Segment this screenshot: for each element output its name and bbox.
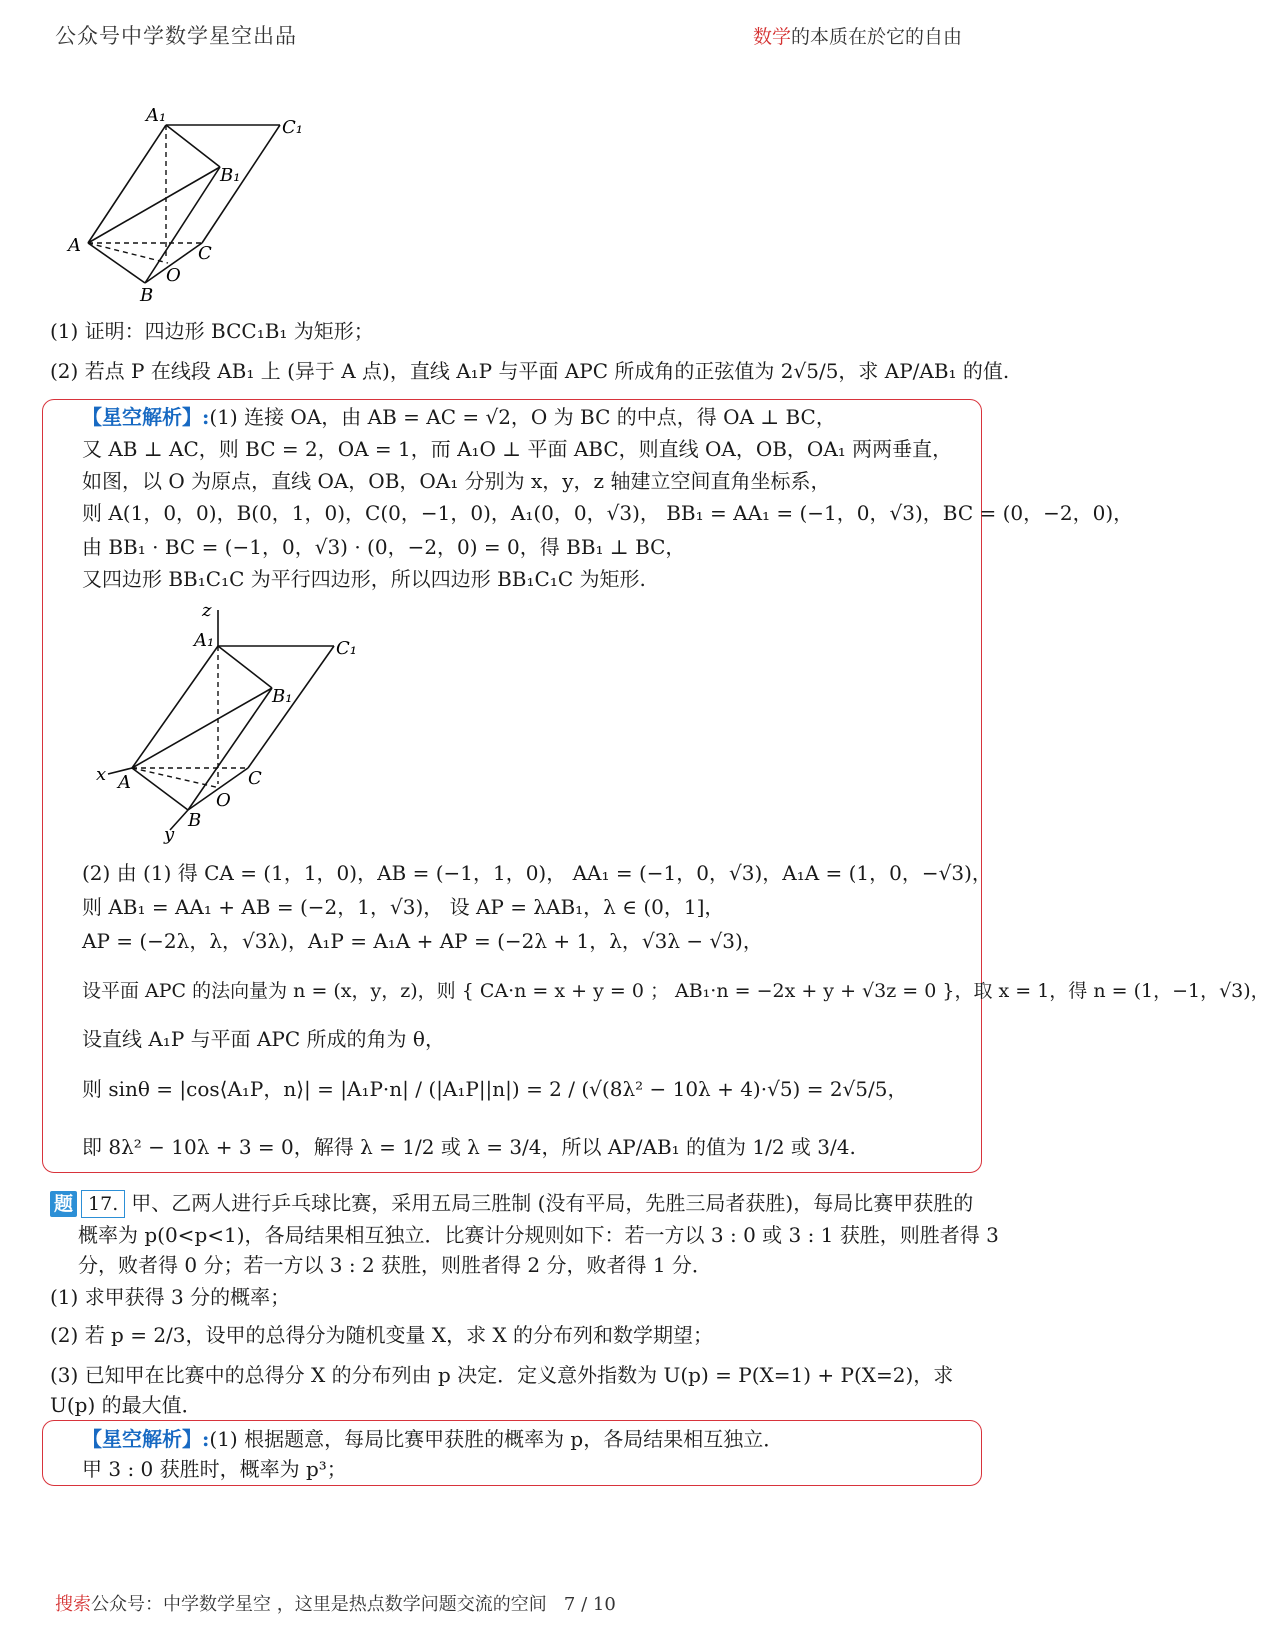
solution16-line-6: 又四边形 BB₁C₁C 为平行四边形，所以四边形 BB₁C₁C 为矩形. (82, 567, 646, 591)
fig1-label-o: O (166, 265, 181, 286)
fig2-label-y: y (164, 824, 175, 845)
problem17-text-1: 甲、乙两人进行乒乓球比赛，采用五局三胜制 (没有平局，先胜三局者获胜)，每局比赛甲获胜的 (131, 1191, 974, 1215)
solution16-part2-line-5: 设直线 A₁P 与平面 APC 所成的角为 θ， (82, 1027, 445, 1051)
solution16-line-2: 又 AB ⊥ AC，则 BC = 2，OA = 1，而 A₁O ⊥ 平面 ABC，则直线 OA，OB，OA₁ 两两垂直， (82, 437, 953, 461)
problem16-q2: (2) 若点 P 在线段 AB₁ 上 (异于 A 点)，直线 A₁P 与平面 APC 所成角的正弦值为 2√5/5，求 AP/AB₁ 的值. (50, 359, 1010, 383)
solution16-part2-line-7: 即 8λ² − 10λ + 3 = 0，解得 λ = 1/2 或 λ = 3/4，所以 AP/AB₁ 的值为 1/2 或 3/4. (82, 1135, 856, 1159)
header-left-brand: 公众号中学数学星空出品 (55, 24, 297, 48)
fig2-label-x: x (96, 764, 107, 785)
fig1-label-c1: C₁ (282, 117, 303, 138)
fig1-label-b: B (140, 285, 154, 306)
fig2-label-z: z (202, 600, 212, 621)
problem17-badge: 题 (50, 1191, 77, 1217)
solution17-line-2: 甲 3 : 0 获胜时，概率为 p³； (82, 1457, 347, 1481)
solution17-line-1 (82, 1426, 783, 1452)
problem17-line-1 (50, 1190, 973, 1218)
fig2-label-b: B (188, 810, 202, 831)
solution16-line-5: 由 BB₁ · BC = (−1，0，√3) · (0，−2，0) = 0，得 BB₁ ⊥ BC， (82, 535, 686, 559)
fig1-label-a: A (68, 235, 81, 256)
prism-figure-1 (60, 105, 320, 305)
solution16-line-4: 则 A(1，0，0)，B(0，1，0)，C(0，−1，0)，A₁(0，0，√3)， BB₁ = AA₁ = (−1，0，√3)，BC = (0，−2，0)， (82, 501, 1134, 525)
solution17-text-1: (1) 根据题意，每局比赛甲获胜的概率为 p，各局结果相互独立． (209, 1427, 784, 1451)
solution16-text-1: (1) 连接 OA，由 AB = AC = √2，O 为 BC 的中点，得 OA ⊥ BC， (209, 405, 836, 429)
fig1-label-b1: B₁ (220, 165, 241, 186)
problem17-q3b: U(p) 的最大值． (50, 1393, 202, 1417)
fig2-label-c: C (248, 768, 262, 789)
problem17-line-3: 分，败者得 0 分；若一方以 3 : 2 获胜，则胜者得 2 分，败者得 1 分． (78, 1253, 712, 1277)
solution16-part2-line-1: (2) 由 (1) 得 CA = (1，1，0)，AB = (−1，1，0)， AA₁ = (−1，0，√3)，A₁A = (1，0，−√3)， (82, 861, 992, 885)
solution16-tag: 【星空解析】: (82, 405, 210, 429)
problem17-q1: (1) 求甲获得 3 分的概率； (50, 1285, 291, 1309)
header-motto-rest: 的本质在於它的自由 (790, 26, 962, 48)
solution16-line-1 (82, 404, 836, 430)
footer-text: 公众号：中学数学星空 ，这里是热点数学问题交流的空间 (91, 1594, 547, 1615)
fig2-label-a: A (118, 772, 131, 793)
problem17-q2: (2) 若 p = 2/3，设甲的总得分为随机变量 X，求 X 的分布列和数学期望； (50, 1323, 714, 1347)
fig2-label-b1: B₁ (272, 686, 293, 707)
solution16-part2-line-3: AP = (−2λ，λ，√3λ)，A₁P = A₁A + AP = (−2λ + 1，λ，√3λ − √3)， (82, 929, 763, 953)
solution16-part2-line-2: 则 AB₁ = AA₁ + AB = (−2，1，√3)， 设 AP = λAB₁，λ ∈ (0，1]， (82, 895, 725, 919)
problem17-line-2: 概率为 p(0<p<1)，各局结果相互独立．比赛计分规则如下：若一方以 3 : 0 或 3 : 1 获胜，则胜者得 3 (78, 1223, 999, 1247)
fig2-label-o: O (216, 790, 231, 811)
prism-figure-2-axes (90, 600, 370, 845)
solution16-line-3: 如图，以 O 为原点，直线 OA，OB，OA₁ 分别为 x，y，z 轴建立空间直角坐标系， (82, 469, 831, 493)
fig2-label-c1: C₁ (336, 638, 357, 659)
header-right-motto (753, 22, 962, 49)
problem17-q3a: (3) 已知甲在比赛中的总得分 X 的分布列由 p 决定．定义意外指数为 U(p) = P(X=1) + P(X=2)，求 (50, 1363, 954, 1387)
header-motto-red: 数学 (752, 26, 791, 48)
problem17-number: 17. (81, 1190, 125, 1218)
footer-page-number: 7 / 10 (563, 1594, 616, 1615)
fig2-label-a1: A₁ (194, 630, 215, 651)
fig1-label-c: C (198, 243, 212, 264)
solution16-part2-line-4: 设平面 APC 的法向量为 n = (x，y，z)，则 { CA·n = x + y = 0 ； AB₁·n = −2x + y + √3z = 0 }，取 x = 1，得 n = (1，−1，√3)， (82, 980, 1270, 1002)
fig1-label-a1: A₁ (146, 105, 167, 126)
problem16-q1: (1) 证明：四边形 BCC₁B₁ 为矩形； (50, 319, 374, 343)
footer (55, 1590, 616, 1616)
footer-search-red: 搜索 (55, 1594, 91, 1615)
solution17-tag: 【星空解析】: (82, 1427, 210, 1451)
solution16-part2-line-6: 则 sinθ = |cos⟨A₁P，n⟩| = |A₁P·n| / (|A₁P||n|) = 2 / (√(8λ² − 10λ + 4)·√5) = 2√5/5， (82, 1077, 908, 1101)
